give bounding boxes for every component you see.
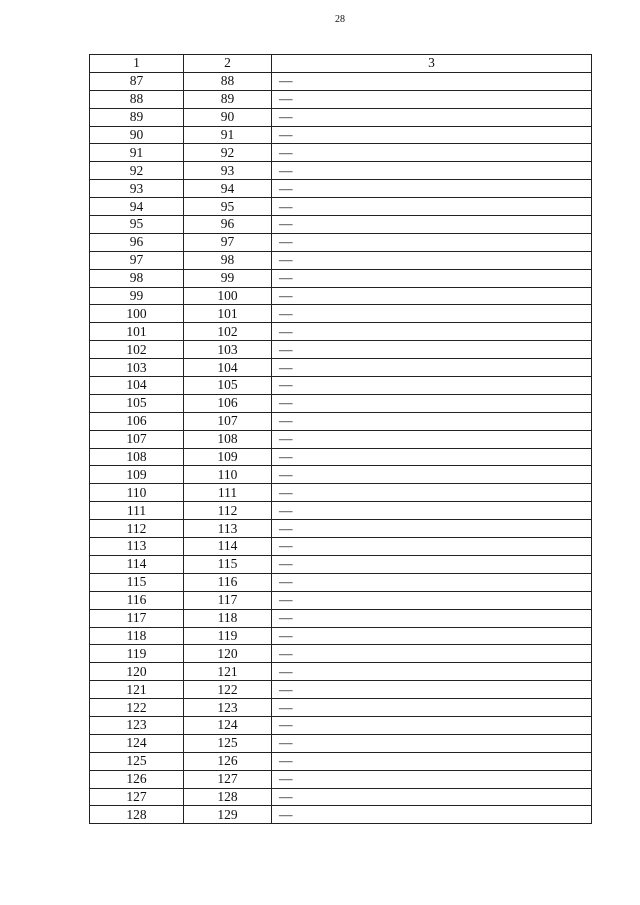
table-cell-col1: 100 [90, 305, 184, 323]
column-header-2: 2 [184, 55, 272, 73]
table-row [90, 162, 592, 180]
table-row [90, 269, 592, 287]
table-cell-col2: 100 [184, 287, 272, 305]
table-row [90, 251, 592, 269]
table-cell-col2: 88 [184, 72, 272, 90]
table-cell-col1: 92 [90, 162, 184, 180]
column-header-1: 1 [90, 55, 184, 73]
table-cell-col1: 120 [90, 663, 184, 681]
table-row [90, 359, 592, 377]
table-cell-col1: 123 [90, 716, 184, 734]
table-row [90, 305, 592, 323]
table-cell-col1: 91 [90, 144, 184, 162]
table-cell-col3: — [272, 627, 592, 645]
table-cell-col3: — [272, 716, 592, 734]
table-cell-col3: — [272, 591, 592, 609]
table-row [90, 430, 592, 448]
table-cell-col3: — [272, 412, 592, 430]
table-cell-col2: 127 [184, 770, 272, 788]
table-cell-col3: — [272, 466, 592, 484]
table-row [90, 484, 592, 502]
table-cell-col2: 122 [184, 681, 272, 699]
table-cell-col1: 125 [90, 752, 184, 770]
table-row [90, 90, 592, 108]
table-cell-col3: — [272, 126, 592, 144]
table-cell-col2: 121 [184, 663, 272, 681]
table-cell-col3: — [272, 162, 592, 180]
table-row [90, 216, 592, 234]
table-cell-col3: — [272, 699, 592, 717]
table-cell-col1: 88 [90, 90, 184, 108]
table-cell-col1: 128 [90, 806, 184, 824]
table-row [90, 287, 592, 305]
table-row [90, 233, 592, 251]
data-table [89, 54, 592, 824]
table-row [90, 502, 592, 520]
table-cell-col1: 97 [90, 251, 184, 269]
table-cell-col1: 112 [90, 520, 184, 538]
table-cell-col2: 97 [184, 233, 272, 251]
table-cell-col2: 116 [184, 573, 272, 591]
table-row [90, 538, 592, 556]
table-cell-col2: 101 [184, 305, 272, 323]
table-cell-col2: 123 [184, 699, 272, 717]
table-cell-col3: — [272, 538, 592, 556]
table-cell-col1: 103 [90, 359, 184, 377]
table-row [90, 734, 592, 752]
table-row [90, 126, 592, 144]
table-cell-col2: 120 [184, 645, 272, 663]
table-row [90, 108, 592, 126]
table-cell-col3: — [272, 430, 592, 448]
table-cell-col2: 118 [184, 609, 272, 627]
table-cell-col2: 126 [184, 752, 272, 770]
table-header [90, 55, 592, 73]
table-row [90, 377, 592, 395]
table-row [90, 699, 592, 717]
table-cell-col2: 102 [184, 323, 272, 341]
table-cell-col1: 118 [90, 627, 184, 645]
table-cell-col1: 116 [90, 591, 184, 609]
table-cell-col1: 101 [90, 323, 184, 341]
table-cell-col3: — [272, 198, 592, 216]
table-cell-col1: 111 [90, 502, 184, 520]
table-cell-col2: 94 [184, 180, 272, 198]
table-cell-col3: — [272, 520, 592, 538]
table-cell-col3: — [272, 645, 592, 663]
table-cell-col3: — [272, 734, 592, 752]
table-cell-col1: 87 [90, 72, 184, 90]
table-cell-col1: 109 [90, 466, 184, 484]
table-cell-col3: — [272, 806, 592, 824]
table-cell-col1: 124 [90, 734, 184, 752]
table-cell-col3: — [272, 216, 592, 234]
table-cell-col2: 96 [184, 216, 272, 234]
table-cell-col2: 98 [184, 251, 272, 269]
table-body [90, 72, 592, 823]
table-cell-col2: 113 [184, 520, 272, 538]
table-cell-col1: 102 [90, 341, 184, 359]
table-row [90, 645, 592, 663]
column-header-3: 3 [272, 55, 592, 73]
table-cell-col2: 93 [184, 162, 272, 180]
table-cell-col3: — [272, 609, 592, 627]
table-cell-col3: — [272, 448, 592, 466]
table-cell-col2: 111 [184, 484, 272, 502]
table-cell-col2: 95 [184, 198, 272, 216]
table-cell-col1: 93 [90, 180, 184, 198]
table-row [90, 591, 592, 609]
table-cell-col3: — [272, 305, 592, 323]
table-cell-col1: 122 [90, 699, 184, 717]
table-row [90, 412, 592, 430]
table-row [90, 448, 592, 466]
table-cell-col1: 99 [90, 287, 184, 305]
table-cell-col1: 119 [90, 645, 184, 663]
table-cell-col3: — [272, 681, 592, 699]
table-cell-col1: 126 [90, 770, 184, 788]
table-cell-col3: — [272, 251, 592, 269]
table-cell-col1: 108 [90, 448, 184, 466]
table-cell-col2: 109 [184, 448, 272, 466]
table-cell-col1: 106 [90, 412, 184, 430]
table-cell-col3: — [272, 377, 592, 395]
table-cell-col2: 105 [184, 377, 272, 395]
page-number: 28 [335, 14, 345, 25]
table-cell-col2: 99 [184, 269, 272, 287]
table-cell-col3: — [272, 663, 592, 681]
table-cell-col2: 104 [184, 359, 272, 377]
table-row [90, 323, 592, 341]
table-cell-col2: 92 [184, 144, 272, 162]
table-cell-col1: 96 [90, 233, 184, 251]
table-header-row [90, 55, 592, 73]
table-cell-col3: — [272, 555, 592, 573]
table-cell-col3: — [272, 484, 592, 502]
table-cell-col2: 103 [184, 341, 272, 359]
table-row [90, 341, 592, 359]
table-cell-col2: 114 [184, 538, 272, 556]
table-cell-col3: — [272, 108, 592, 126]
table-row [90, 770, 592, 788]
table-row [90, 681, 592, 699]
table-row [90, 609, 592, 627]
table-row [90, 144, 592, 162]
table-cell-col3: — [272, 502, 592, 520]
table-row [90, 180, 592, 198]
table-cell-col2: 91 [184, 126, 272, 144]
table-row [90, 573, 592, 591]
table-cell-col2: 108 [184, 430, 272, 448]
table-cell-col1: 95 [90, 216, 184, 234]
table-cell-col1: 127 [90, 788, 184, 806]
table-cell-col2: 115 [184, 555, 272, 573]
table-cell-col3: — [272, 752, 592, 770]
table-cell-col2: 90 [184, 108, 272, 126]
table-cell-col3: — [272, 323, 592, 341]
table-row [90, 72, 592, 90]
table-cell-col2: 107 [184, 412, 272, 430]
table-cell-col3: — [272, 90, 592, 108]
table-cell-col1: 121 [90, 681, 184, 699]
table-cell-col1: 110 [90, 484, 184, 502]
table-row [90, 663, 592, 681]
table-row [90, 198, 592, 216]
table-cell-col3: — [272, 144, 592, 162]
table-row [90, 716, 592, 734]
table-cell-col2: 117 [184, 591, 272, 609]
table-cell-col3: — [272, 359, 592, 377]
table-row [90, 627, 592, 645]
table-cell-col2: 129 [184, 806, 272, 824]
table-cell-col2: 128 [184, 788, 272, 806]
table-cell-col1: 115 [90, 573, 184, 591]
table-cell-col3: — [272, 573, 592, 591]
table-row [90, 394, 592, 412]
table-cell-col1: 107 [90, 430, 184, 448]
table-cell-col1: 90 [90, 126, 184, 144]
table-row [90, 788, 592, 806]
table-cell-col3: — [272, 287, 592, 305]
table-cell-col2: 125 [184, 734, 272, 752]
table-cell-col3: — [272, 788, 592, 806]
table-cell-col2: 106 [184, 394, 272, 412]
table-cell-col3: — [272, 770, 592, 788]
table-cell-col2: 112 [184, 502, 272, 520]
table-row [90, 520, 592, 538]
table-cell-col1: 104 [90, 377, 184, 395]
table-cell-col3: — [272, 72, 592, 90]
table-cell-col3: — [272, 394, 592, 412]
table-cell-col2: 119 [184, 627, 272, 645]
table-cell-col1: 89 [90, 108, 184, 126]
table-cell-col3: — [272, 180, 592, 198]
table-cell-col3: — [272, 233, 592, 251]
table-cell-col1: 98 [90, 269, 184, 287]
table-cell-col1: 113 [90, 538, 184, 556]
table-cell-col1: 117 [90, 609, 184, 627]
table-row [90, 555, 592, 573]
table-cell-col3: — [272, 341, 592, 359]
table-cell-col1: 94 [90, 198, 184, 216]
table-cell-col1: 114 [90, 555, 184, 573]
table-cell-col2: 110 [184, 466, 272, 484]
table-cell-col3: — [272, 269, 592, 287]
table-row [90, 752, 592, 770]
table-cell-col2: 89 [184, 90, 272, 108]
table-row [90, 466, 592, 484]
table-cell-col2: 124 [184, 716, 272, 734]
table-cell-col1: 105 [90, 394, 184, 412]
table-row [90, 806, 592, 824]
